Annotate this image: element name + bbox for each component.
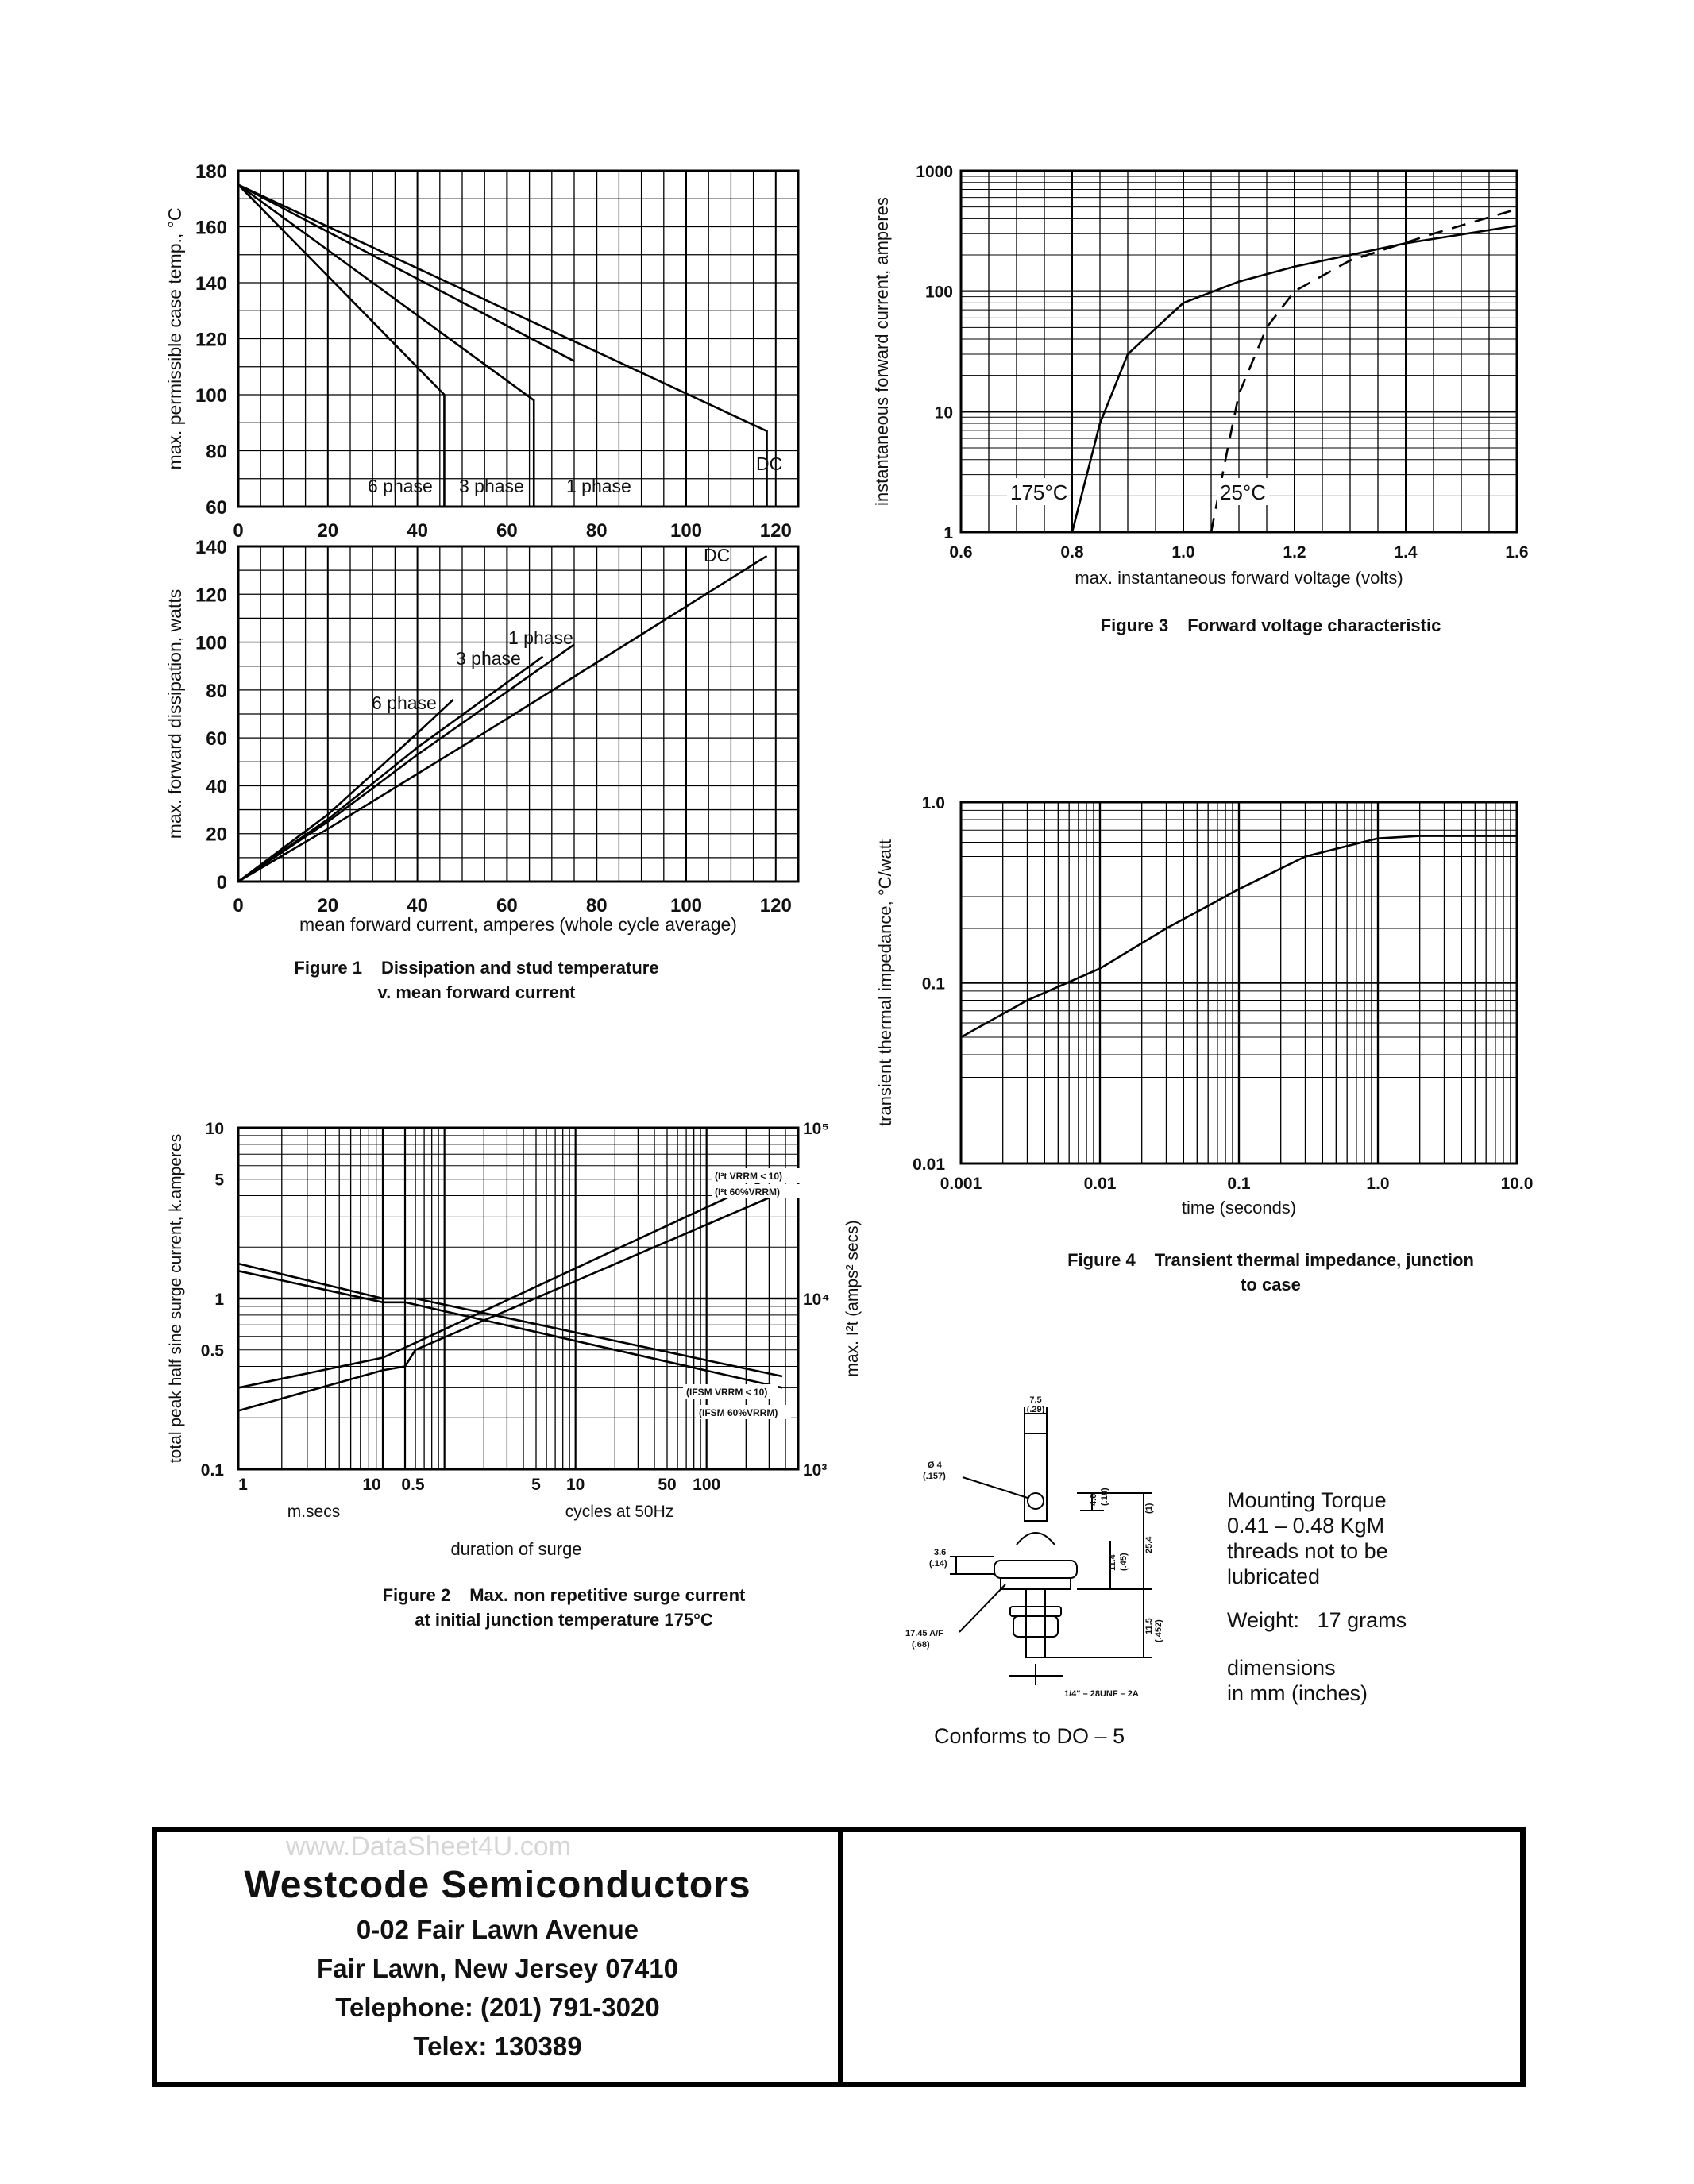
right-tick-label: 10⁵ <box>803 1120 830 1138</box>
x-tick-label: 40 <box>407 520 428 542</box>
curve-label: DC <box>704 545 731 565</box>
x-tick-label: 60 <box>496 520 518 542</box>
y-tick-label: 1000 <box>916 163 953 181</box>
x-tick-label: 0.8 <box>1060 543 1084 561</box>
washer <box>1010 1607 1061 1616</box>
x-tick-label: 40 <box>407 895 428 916</box>
x-tick-label: 0 <box>233 520 244 542</box>
dim-label: (1) <box>1144 1503 1154 1514</box>
y-tick-label: 40 <box>206 776 227 798</box>
left-tick-label: 1 <box>214 1291 224 1309</box>
y-tick-label: 100 <box>924 283 953 302</box>
x-sub-label: cycles at 50Hz <box>565 1503 674 1521</box>
y-tick-label: 1.0 <box>921 794 945 812</box>
left-axis-label: total peak half sine surge current, k.amperes <box>167 1133 185 1464</box>
dim-label: 25.4 <box>1144 1536 1154 1553</box>
x-tick-label: 0.01 <box>1083 1175 1117 1193</box>
y-tick-label: 60 <box>206 728 227 751</box>
right-axis-label: max. I²t (amps² secs) <box>843 1220 862 1377</box>
left-tick-label: 0.5 <box>200 1341 224 1360</box>
y-axis-label: instantaneous forward current, amperes <box>872 197 892 506</box>
figure-2-caption: Figure 2 Max. non repetitive surge current at initial junction temperature 175°C <box>382 1585 746 1630</box>
y-tick-label: 0 <box>216 872 227 893</box>
dim-label: (.29) <box>1026 1405 1045 1414</box>
dim-label: (.452) <box>1154 1619 1163 1642</box>
x-tick-label: 80 <box>585 520 608 542</box>
y-tick-label: 0.01 <box>913 1156 945 1174</box>
top-curve-1-phase <box>238 185 574 361</box>
glass-seal <box>1017 1533 1055 1545</box>
x-tick-label: 10.0 <box>1500 1175 1534 1193</box>
curve-label: 1 phase <box>508 627 573 648</box>
y-axis-label: transient thermal impedance, °C/watt <box>875 839 895 1126</box>
right-tick-label: 10⁴ <box>803 1291 830 1309</box>
curve-label: 6 phase <box>368 476 433 496</box>
curve-label: (I²t 60%VRRM) <box>715 1187 781 1198</box>
dim-label: 4.6 <box>1089 1493 1098 1506</box>
x-tick-label: 1.6 <box>1505 543 1529 561</box>
telephone: Telephone: (201) 791-3020 <box>335 1993 660 2022</box>
x-axis-label: max. instantaneous forward voltage (volts) <box>1075 568 1403 588</box>
dim-label: 11.5 <box>1144 1618 1154 1634</box>
y-axis-label: max. forward dissipation, watts <box>164 588 185 839</box>
y-tick-label: 120 <box>195 585 227 607</box>
curve-label-25c: 25°C <box>1220 480 1267 504</box>
x-tick-label: 0 <box>233 895 244 916</box>
x-tick-label: 60 <box>496 895 518 916</box>
dim-label: (.68) <box>912 1640 930 1650</box>
dim-label: Ø 4 <box>928 1461 942 1470</box>
right-tick-label: 10³ <box>803 1461 828 1480</box>
base-flange <box>1001 1578 1071 1589</box>
company-footer-box <box>152 1827 1526 2087</box>
y-tick-label: 140 <box>195 273 227 295</box>
x-tick-label: 120 <box>759 520 792 542</box>
x-tick-label: 1.0 <box>1171 543 1195 561</box>
x-tick-label: 10 <box>565 1476 585 1494</box>
dim-label: 1/4" – 28UNF – 2A <box>1064 1689 1139 1699</box>
left-tick-label: 0.1 <box>200 1461 224 1480</box>
curve-label: 1 phase <box>566 476 631 496</box>
y-tick-label: 1 <box>943 524 953 542</box>
address-line: Fair Lawn, New Jersey 07410 <box>317 1954 678 1983</box>
dim-label: 11.4 <box>1108 1554 1117 1571</box>
x-tick-label: 50 <box>658 1476 677 1494</box>
y-tick-label: 180 <box>195 161 227 183</box>
y-axis-label: max. permissible case temp., °C <box>164 207 185 470</box>
telex: Telex: 130389 <box>413 2032 582 2061</box>
address-line: 0-02 Fair Lawn Avenue <box>356 1915 639 1944</box>
figure-1-chart <box>0 0 842 1024</box>
mounting-torque-note: Mounting Torque 0.41 – 0.48 KgM threads not to be lubricated <box>1227 1488 1388 1588</box>
x-tick-label: 1 <box>238 1476 248 1494</box>
y-tick-label: 80 <box>206 441 227 463</box>
y-tick-label: 60 <box>206 497 227 519</box>
bottom-curve-6-phase <box>238 700 453 882</box>
curve-label: (IFSM 60%VRRM) <box>699 1407 778 1418</box>
dim-label: (.45) <box>1119 1553 1129 1571</box>
curve-label: 3 phase <box>456 648 521 669</box>
company-address-block <box>157 1861 838 2066</box>
y-tick-label: 10 <box>934 403 953 423</box>
dim-label: (.14) <box>929 1559 947 1569</box>
x-tick-label: 1.2 <box>1283 543 1306 561</box>
x-tick-label: 1.0 <box>1366 1175 1390 1193</box>
x-tick-label: 10 <box>362 1476 381 1494</box>
x-tick-label: 80 <box>585 895 608 916</box>
top-curve-dc <box>238 185 767 507</box>
dimensions-note: dimensions in mm (inches) <box>1227 1656 1368 1705</box>
curve-label-175c: 175°C <box>1010 480 1068 504</box>
x-axis-label: time (seconds) <box>1181 1198 1297 1217</box>
x-tick-label: 0.5 <box>401 1476 425 1494</box>
x-axis-label: mean forward current, amperes (whole cycle average) <box>299 914 737 935</box>
left-tick-label: 5 <box>214 1171 224 1190</box>
x-tick-label: 0.6 <box>949 543 973 561</box>
y-tick-label: 100 <box>195 385 227 407</box>
conforms-note: Conforms to DO – 5 <box>934 1724 1125 1748</box>
y-tick-label: 120 <box>195 329 227 351</box>
weight-note: Weight: 17 grams <box>1227 1608 1407 1632</box>
curve-label: (IFSM VRRM < 10) <box>686 1387 768 1398</box>
x-axis-label: duration of surge <box>450 1539 582 1559</box>
x-tick-label: 100 <box>693 1476 721 1494</box>
x-tick-label: 100 <box>669 520 703 542</box>
figure-2-chart <box>159 1088 874 1565</box>
bottom-curve-dc <box>238 556 767 882</box>
left-tick-label: 10 <box>205 1120 224 1138</box>
x-sub-label: m.secs <box>287 1503 341 1521</box>
dim-label: (.18) <box>1100 1488 1109 1506</box>
x-tick-label: 120 <box>759 895 792 916</box>
figure-4-chart <box>842 778 1572 1255</box>
y-tick-label: 0.1 <box>921 974 945 994</box>
x-tick-label: 20 <box>317 520 339 542</box>
threaded-stud <box>1026 1589 1045 1657</box>
x-tick-label: 1.4 <box>1394 543 1418 561</box>
terminal-hole <box>1028 1493 1044 1509</box>
hex-base <box>994 1561 1077 1578</box>
x-tick-label: 0.001 <box>940 1175 982 1193</box>
footer-divider <box>838 1832 843 2082</box>
dim-label: (.157) <box>923 1472 946 1481</box>
curve-label: DC <box>756 453 783 474</box>
x-tick-label: 5 <box>531 1476 541 1494</box>
company-name: Westcode Semiconductors <box>244 1864 751 1906</box>
x-tick-label: 100 <box>669 895 703 916</box>
y-tick-label: 20 <box>206 824 227 846</box>
watermark: www.DataSheet4U.com <box>286 1831 572 1862</box>
curve-label: (I²t VRRM < 10) <box>715 1171 783 1182</box>
y-tick-label: 160 <box>195 217 227 239</box>
package-outline-drawing <box>905 1390 1223 1723</box>
figure-4-caption: Figure 4 Transient thermal impedance, junction to case <box>1067 1250 1474 1295</box>
y-tick-label: 140 <box>195 537 227 558</box>
stud-nut <box>1013 1616 1058 1637</box>
figure-1-caption: Figure 1 Dissipation and stud temperature v. mean forward current <box>294 958 659 1002</box>
curve-label: 6 phase <box>372 693 437 713</box>
dim-label: 3.6 <box>934 1548 947 1557</box>
x-tick-label: 0.1 <box>1227 1175 1251 1193</box>
curve-label: 3 phase <box>459 476 524 496</box>
dim-label: 7.5 <box>1029 1395 1042 1405</box>
terminal-lug <box>1025 1433 1047 1521</box>
y-tick-label: 80 <box>206 680 227 702</box>
figure-3-caption: Figure 3 Forward voltage characteristic <box>1100 615 1441 635</box>
x-tick-label: 20 <box>317 895 339 916</box>
y-tick-label: 100 <box>195 632 227 654</box>
figure-3-chart <box>858 135 1572 612</box>
dim-label: 17.45 A/F <box>905 1629 943 1638</box>
